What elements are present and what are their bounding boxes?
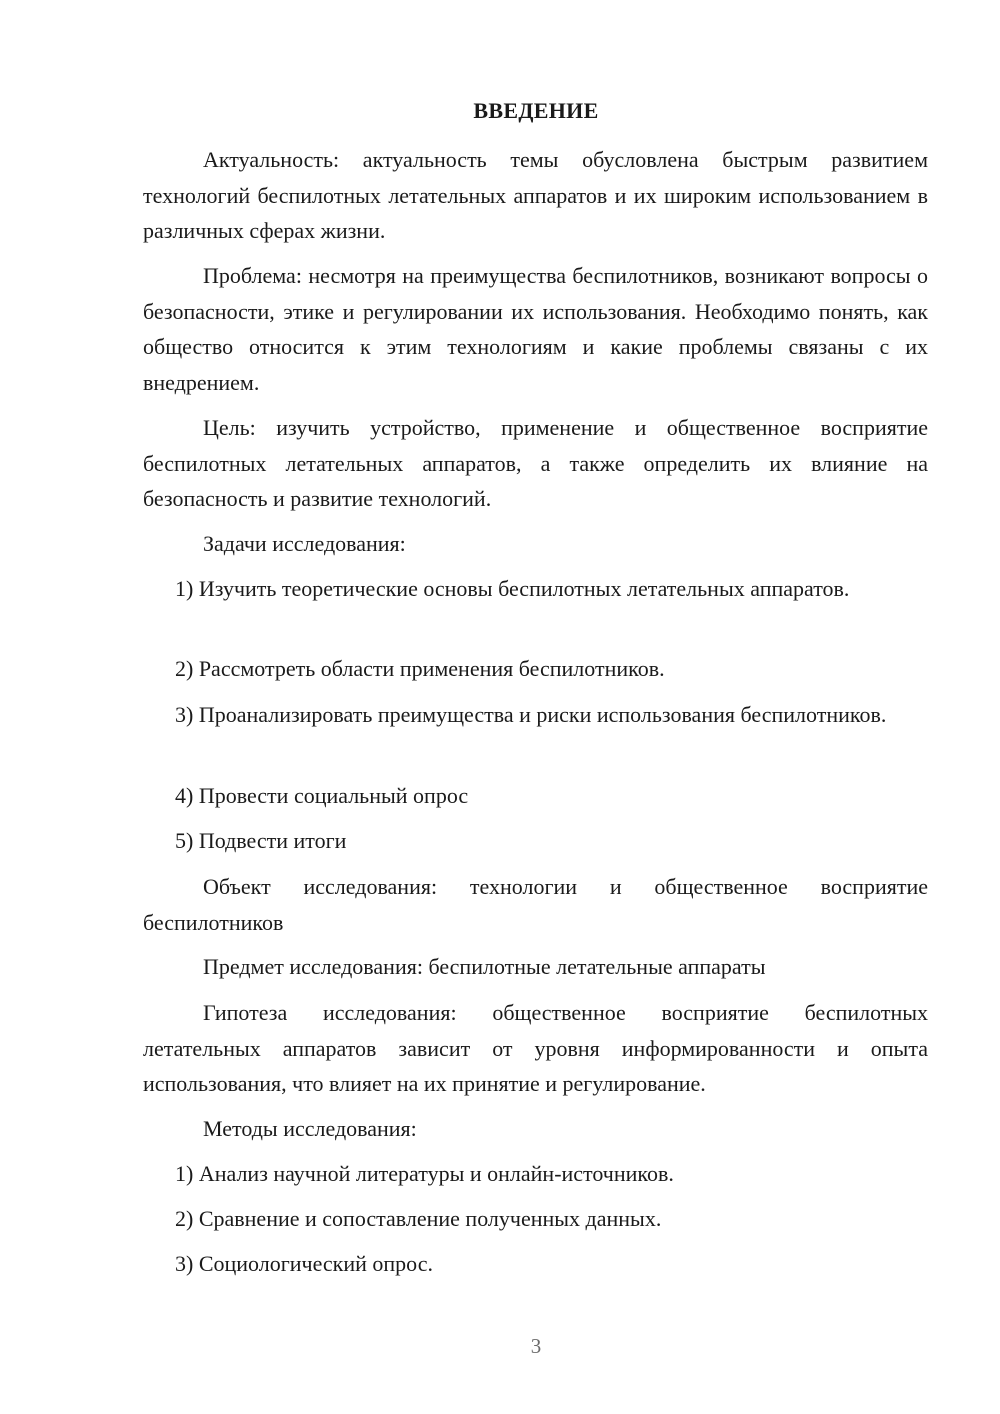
- paragraph-object: Объект исследования: технологии и общественное восприятие беспилотников: [143, 874, 928, 935]
- paragraph-goal: Цель: изучить устройство, применение и общественное восприятие беспилотных летательных аппаратов, а также определить их влияние на безопасность и развитие технологий.: [143, 415, 928, 511]
- method-item-1: 1) Анализ научной литературы и онлайн-источников.: [175, 1161, 674, 1186]
- task-item-4: 4) Провести социальный опрос: [175, 783, 469, 808]
- paragraph-problem: Проблема: несмотря на преимущества беспилотников, возникают вопросы о безопасности, этике и регулировании их использования. Необходимо понять, как общество относится к этим технологиям и какие проблемы связаны с их внедрением.: [143, 263, 928, 395]
- page-title: ВВЕДЕНИЕ: [473, 98, 599, 123]
- paragraph-subject: Предмет исследования: беспилотные летательные аппараты: [203, 954, 766, 979]
- task-item-1: 1) Изучить теоретические основы беспилотных летательных аппаратов.: [175, 576, 850, 601]
- method-item-2: 2) Сравнение и сопоставление полученных данных.: [175, 1206, 662, 1231]
- task-item-2: 2) Рассмотреть области применения беспилотников.: [175, 656, 665, 681]
- paragraph-hypothesis: Гипотеза исследования: общественное восприятие беспилотных летательных аппаратов зависит от уровня информированности и опыта использования, что влияет на их принятие и регулирование.: [143, 1000, 928, 1096]
- paragraph-relevance: Актуальность: актуальность темы обусловлена быстрым развитием технологий беспилотных летательных аппаратов и их широким использованием в различных сферах жизни.: [143, 147, 928, 243]
- task-item-5: 5) Подвести итоги: [175, 828, 347, 853]
- task-item-3: 3) Проанализировать преимущества и риски использования беспилотников.: [175, 702, 887, 727]
- tasks-heading: Задачи исследования:: [203, 531, 406, 556]
- method-item-3: 3) Социологический опрос.: [175, 1251, 433, 1276]
- page-number: 3: [530, 1334, 542, 1358]
- methods-heading: Методы исследования:: [203, 1116, 417, 1141]
